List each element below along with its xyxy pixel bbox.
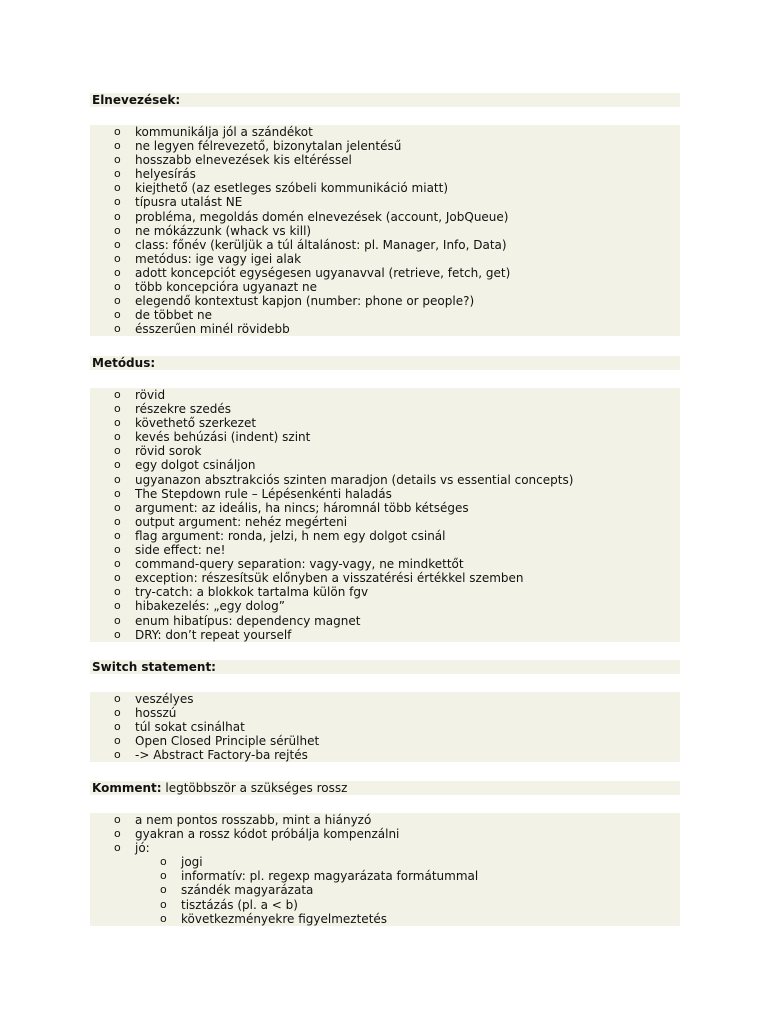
list-item: o hibakezelés: „egy dolog”	[90, 599, 680, 613]
sub-list-item: o tisztázás (pl. a < b)	[90, 898, 680, 912]
list-item: o ésszerűen minél rövidebb	[90, 322, 680, 336]
bullet-list	[90, 125, 680, 336]
list-item: o gyakran a rossz kódot próbálja kompenzálni	[90, 827, 680, 841]
section-metodus	[90, 356, 680, 642]
list-item: o hosszú	[90, 706, 680, 720]
bullet-list	[90, 692, 680, 762]
section-switch-statement	[90, 660, 680, 763]
list-item: o rövid sorok	[90, 444, 680, 458]
heading-rest: legtöbbször a szükséges rossz	[161, 781, 348, 795]
list-item: o veszélyes	[90, 692, 680, 706]
list-item: o enum hibatípus: dependency magnet	[90, 614, 680, 628]
section-elnevezesek	[90, 93, 680, 337]
list-item: o rövid	[90, 388, 680, 402]
sub-list-item: o jogi	[90, 855, 680, 869]
list-item: o ne mókázzunk (whack vs kill)	[90, 224, 680, 238]
list-item: o de többet ne	[90, 308, 680, 322]
list-item: o a nem pontos rosszabb, mint a hiányzó	[90, 813, 680, 827]
section-heading: Elnevezések:	[90, 93, 680, 107]
list-item: o The Stepdown rule – Lépésenkénti haladás	[90, 487, 680, 501]
list-item: o több koncepcióra ugyanazt ne	[90, 280, 680, 294]
list-item: o részekre szedés	[90, 402, 680, 416]
list-item: o követhető szerkezet	[90, 416, 680, 430]
list-item: o helyesírás	[90, 167, 680, 181]
list-item: o class: főnév (kerüljük a túl általánost: pl. Manager, Info, Data)	[90, 238, 680, 252]
list-item: o ne legyen félrevezető, bizonytalan jelentésű	[90, 139, 680, 153]
list-item: o túl sokat csinálhat	[90, 720, 680, 734]
list-item: o output argument: nehéz megérteni	[90, 515, 680, 529]
list-item: o -> Abstract Factory-ba rejtés	[90, 748, 680, 762]
list-item: o Open Closed Principle sérülhet	[90, 734, 680, 748]
list-item: o kiejthető (az esetleges szóbeli kommunikáció miatt)	[90, 181, 680, 195]
list-item: o jó:	[90, 841, 680, 855]
section-heading: Switch statement:	[90, 660, 680, 674]
bullet-list	[90, 813, 680, 926]
list-item: o ugyanazon absztrakciós szinten maradjon (details vs essential concepts)	[90, 473, 680, 487]
sub-list-item: o következményekre figyelmeztetés	[90, 912, 680, 926]
bullet-list	[90, 388, 680, 642]
section-heading: Metódus:	[90, 356, 680, 370]
list-item: o kevés behúzási (indent) szint	[90, 430, 680, 444]
list-item: o kommunikálja jól a szándékot	[90, 125, 680, 139]
list-item: o típusra utalást NE	[90, 195, 680, 209]
list-item: o adott koncepciót egységesen ugyanavval (retrieve, fetch, get)	[90, 266, 680, 280]
list-item: o metódus: ige vagy igei alak	[90, 252, 680, 266]
sub-list-item: o informatív: pl. regexp magyarázata formátummal	[90, 869, 680, 883]
list-item: o probléma, megoldás domén elnevezések (account, JobQueue)	[90, 210, 680, 224]
list-item: o exception: részesítsük előnyben a visszatérési értékkel szemben	[90, 571, 680, 585]
section-heading	[90, 781, 680, 795]
list-item: o side effect: ne!	[90, 543, 680, 557]
list-item: o try-catch: a blokkok tartalma külön fgv	[90, 585, 680, 599]
list-item: o argument: az ideális, ha nincs; háromnál több kétséges	[90, 501, 680, 515]
list-item: o hosszabb elnevezések kis eltéréssel	[90, 153, 680, 167]
list-item: o egy dolgot csináljon	[90, 458, 680, 472]
heading-label: Komment:	[92, 781, 162, 795]
list-item: o flag argument: ronda, jelzi, h nem egy dolgot csinál	[90, 529, 680, 543]
list-item: o DRY: don’t repeat yourself	[90, 628, 680, 642]
list-item: o command-query separation: vagy-vagy, ne mindkettőt	[90, 557, 680, 571]
sub-list-item: o szándék magyarázata	[90, 883, 680, 897]
section-komment	[90, 781, 680, 926]
list-item: o elegendő kontextust kapjon (number: phone or people?)	[90, 294, 680, 308]
